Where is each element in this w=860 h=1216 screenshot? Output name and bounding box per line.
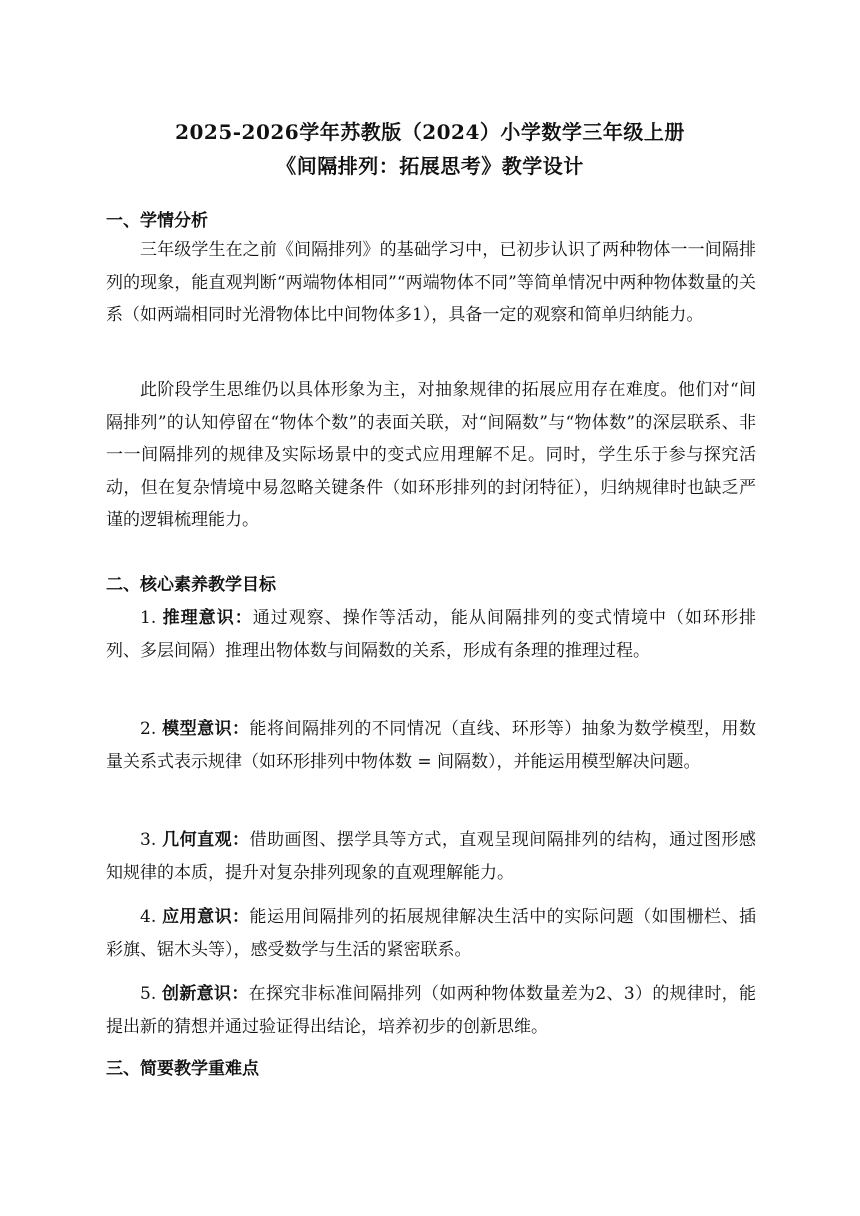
- goal-text: 通过观察、操作等活动，能从间隔排列的变式情境中（如环形排列、多层间隔）推理出物体数与间隔数的关系，形成有条理的推理过程。: [106, 608, 757, 661]
- goal-item-modeling: [106, 713, 756, 778]
- goal-term: 推理意识：: [162, 608, 253, 628]
- section-heading-core-goals: 二、核心素养教学目标: [106, 575, 276, 595]
- goal-text: 能运用间隔排列的拓展规律解决生活中的实际问题（如围栅栏、插彩旗、锯木头等），感受数学与生活的紧密联系。: [106, 907, 757, 960]
- goal-item-innovation: [106, 978, 756, 1043]
- document-title-line1: 2025-2026学年苏教版（2024）小学数学三年级上册: [175, 120, 685, 144]
- section-heading-key-difficulties: 三、简要教学重难点: [106, 1059, 259, 1079]
- goal-term: 应用意识：: [162, 907, 250, 927]
- goal-number: 2.: [140, 719, 157, 739]
- goal-text: 在探究非标准间隔排列（如两种物体数量差为2、3）的规律时，能提出新的猜想并通过验证得出结论，培养初步的创新思维。: [106, 984, 757, 1037]
- goal-item-reasoning: [106, 602, 756, 667]
- paragraph-learning-analysis-1: 三年级学生在之前《间隔排列》的基础学习中，已初步认识了两种物体一一间隔排列的现象，能直观判断“两端物体相同”“两端物体不同”等简单情况中两种物体数量的关系（如两端相同时光滑物体比中间物体多1），具备一定的观察和简单归纳能力。: [106, 240, 756, 325]
- goal-number: 3.: [140, 830, 157, 850]
- paragraph-learning-analysis-2: 此阶段学生思维仍以具体形象为主，对抽象规律的拓展应用存在难度。他们对“间隔排列”的认知停留在“物体个数”的表面关联，对“间隔数”与“物体数”的深层联系、非一一间隔排列的规律及实际场景中的变式应用理解不足。同时，学生乐于参与探究活动，但在复杂情境中易忽略关键条件（如环形排列的封闭特征），归纳规律时也缺乏严谨的逻辑梳理能力。: [106, 380, 756, 530]
- goal-text: 能将间隔排列的不同情况（直线、环形等）抽象为数学模型，用数量关系式表示规律（如环形排列中物体数 = 间隔数），并能运用模型解决问题。: [106, 719, 757, 772]
- goal-term: 模型意识：: [162, 719, 250, 739]
- goal-item-application: [106, 901, 756, 966]
- goal-text: 借助画图、摆学具等方式，直观呈现间隔排列的结构，通过图形感知规律的本质，提升对复杂排列现象的直观理解能力。: [106, 830, 757, 883]
- goal-number: 1.: [140, 608, 157, 628]
- goal-item-geometry: [106, 824, 756, 889]
- goal-number: 4.: [140, 907, 157, 927]
- section-heading-learning-analysis: 一、学情分析: [106, 211, 208, 231]
- goal-number: 5.: [140, 984, 157, 1004]
- goal-term: 创新意识：: [161, 984, 249, 1004]
- document-title-line2: 《间隔排列：拓展思考》教学设计: [276, 154, 584, 178]
- goal-term: 几何直观：: [162, 830, 250, 850]
